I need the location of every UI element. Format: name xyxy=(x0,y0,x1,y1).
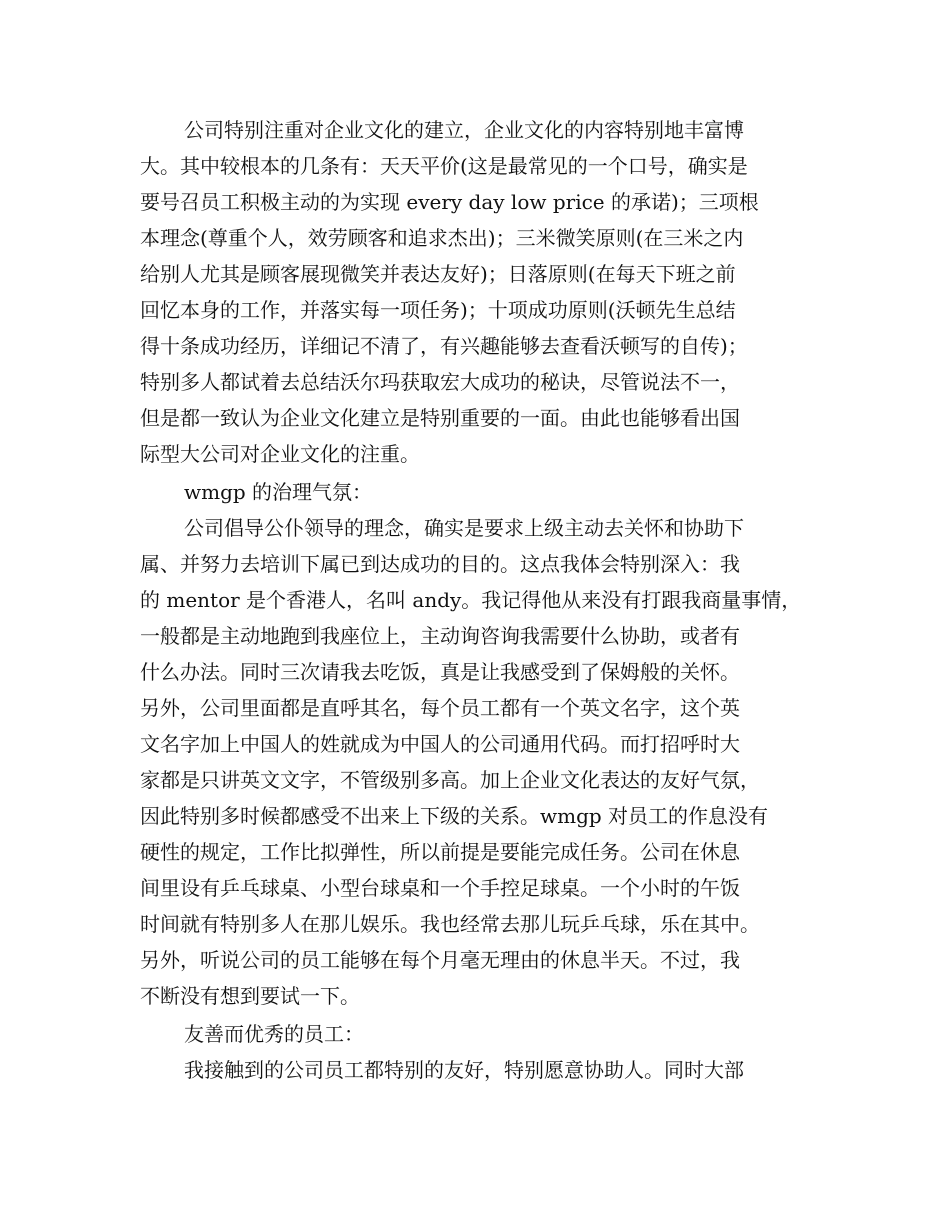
paragraph-2-line-10: 硬性的规定，工作比拟弹性，所以前提是要能完成任务。公司在休息 xyxy=(140,840,740,864)
paragraph-1-line-4: 本理念(尊重个人，效劳顾客和追求杰出)；三米微笑原则(在三米之内 xyxy=(140,226,744,250)
paragraph-1-line-7: 得十条成功经历，详细记不清了，有兴趣能够去查看沃顿写的自传)； xyxy=(140,334,748,358)
paragraph-1-line-3: 要号召员工积极主动的为实现 every day low price 的承诺)；三项根 xyxy=(140,190,759,214)
paragraph-1-line-6: 回忆本身的工作，并落实每一项任务)；十项成功原则(沃顿先生总结 xyxy=(140,298,736,322)
paragraph-1-line-9: 但是都一致认为企业文化建立是特别重要的一面。由此也能够看出国 xyxy=(140,406,740,430)
paragraph-2-line-7: 文名字加上中国人的姓就成为中国人的公司通用代码。而打招呼时大 xyxy=(140,732,740,756)
paragraph-2-line-11: 间里设有乒乓球桌、小型台球桌和一个手控足球桌。一个小时的午饭 xyxy=(140,876,740,900)
paragraph-1-line-5: 给别人尤其是顾客展现微笑并表达友好)；日落原则(在每天下班之前 xyxy=(140,262,736,286)
paragraph-2-line-6: 另外，公司里面都是直呼其名，每个员工都有一个英文名字，这个英 xyxy=(140,696,740,720)
paragraph-2-line-8: 家都是只讲英文文字，不管级别多高。加上企业文化表达的友好气氛， xyxy=(140,768,760,792)
paragraph-2-line-1: 公司倡导公仆领导的理念，确实是要求上级主动去关怀和协助下 xyxy=(184,516,744,540)
paragraph-2-line-3: 的 mentor 是个香港人，名叫 andy。我记得他从来没有打跟我商量事情， xyxy=(140,588,802,612)
paragraph-2-line-2: 属、并努力去培训下属已到达成功的目的。这点我体会特别深入：我 xyxy=(140,552,740,576)
paragraph-2-line-12: 时间就有特别多人在那儿娱乐。我也经常去那儿玩乒乓球，乐在其中。 xyxy=(140,912,760,936)
paragraph-2-line-9: 因此特别多时候都感受不出来上下级的关系。wmgp 对员工的作息没有 xyxy=(140,804,769,828)
paragraph-1-line-8: 特别多人都试着去总结沃尔玛获取宏大成功的秘诀，尽管说法不一， xyxy=(140,370,740,394)
paragraph-2-line-4: 一般都是主动地跑到我座位上，主动询咨询我需要什么协助，或者有 xyxy=(140,624,740,648)
paragraph-2-line-14: 不断没有想到要试一下。 xyxy=(140,984,360,1008)
paragraph-1-line-2: 大。其中较根本的几条有：天天平价(这是最常见的一个口号，确实是 xyxy=(140,154,748,178)
paragraph-1-line-1: 公司特别注重对企业文化的建立，企业文化的内容特别地丰富博 xyxy=(184,118,744,142)
section-heading-employees: 友善而优秀的员工： xyxy=(184,1022,364,1046)
paragraph-2-line-13: 另外，听说公司的员工能够在每个月毫无理由的休息半天。不过，我 xyxy=(140,948,740,972)
paragraph-2-line-5: 什么办法。同时三次请我去吃饭，真是让我感受到了保姆般的关怀。 xyxy=(140,660,740,684)
paragraph-1-line-10: 际型大公司对企业文化的注重。 xyxy=(140,442,420,466)
section-heading-management: wmgp 的治理气氛： xyxy=(184,480,373,504)
paragraph-3-line-1: 我接触到的公司员工都特别的友好，特别愿意协助人。同时大部 xyxy=(184,1058,744,1082)
